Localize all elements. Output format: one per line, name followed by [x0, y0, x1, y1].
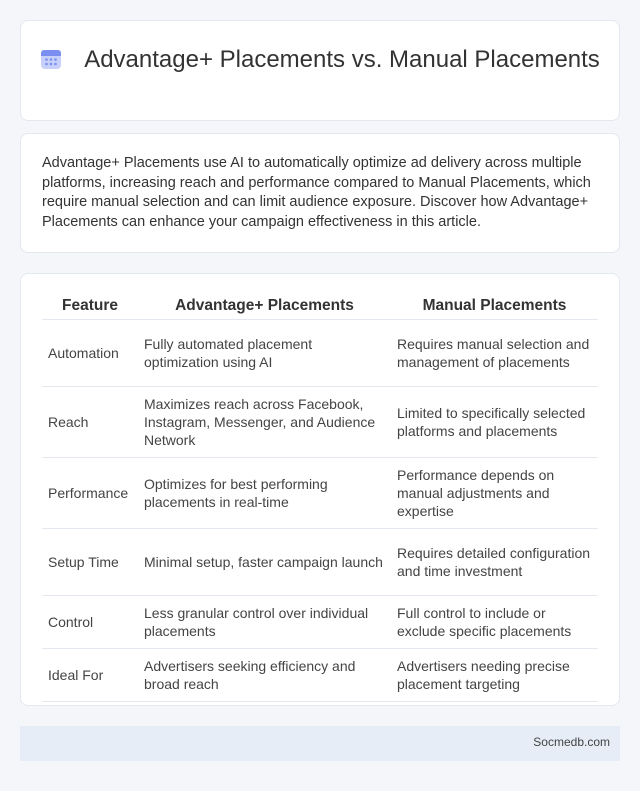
feature-cell: Automation: [42, 320, 138, 387]
manual-cell: Requires detailed configuration and time investment: [391, 529, 598, 596]
advantage-cell: Advertisers seeking efficiency and broad reach: [138, 649, 391, 702]
manual-cell: Advertisers needing precise placement targeting: [391, 649, 598, 702]
manual-cell: Limited to specifically selected platforms and placements: [391, 387, 598, 458]
header-advantage: Advantage+ Placements: [138, 291, 391, 320]
advantage-cell: Optimizes for best performing placements in real-time: [138, 458, 391, 529]
table-row: [42, 649, 598, 702]
table-header-row: [42, 291, 598, 320]
calendar-icon: [40, 48, 62, 70]
feature-cell: Reach: [42, 387, 138, 458]
advantage-cell: Less granular control over individual placements: [138, 596, 391, 649]
feature-cell: Control: [42, 596, 138, 649]
advantage-cell: Fully automated placement optimization using AI: [138, 320, 391, 387]
manual-cell: Performance depends on manual adjustments and expertise: [391, 458, 598, 529]
comparison-table: [42, 291, 598, 702]
manual-cell: Full control to include or exclude specific placements: [391, 596, 598, 649]
manual-cell: Requires manual selection and management of placements: [391, 320, 598, 387]
table-card: [20, 273, 620, 706]
table-row: [42, 320, 598, 387]
header-feature: Feature: [42, 291, 138, 320]
feature-cell: Performance: [42, 458, 138, 529]
advantage-cell: Minimal setup, faster campaign launch: [138, 529, 391, 596]
advantage-cell: Maximizes reach across Facebook, Instagram, Messenger, and Audience Network: [138, 387, 391, 458]
footer-bar: [20, 726, 620, 761]
page-title-wrap: [21, 45, 619, 75]
table-row: [42, 458, 598, 529]
page-title: Advantage+ Placements vs. Manual Placements: [84, 46, 600, 73]
intro-paragraph: Advantage+ Placements use AI to automatically optimize ad delivery across multiple platforms, increasing reach and performance compared to Manual Placements, which require manual selection and can limit audience exposure. Discover how Advantage+ Placements can enhance your campaign effectiveness in this article.: [42, 155, 591, 230]
footer-site-link[interactable]: Socmedb.com: [533, 735, 610, 749]
intro-card: [20, 133, 620, 253]
header-manual: Manual Placements: [391, 291, 598, 320]
feature-cell: Setup Time: [42, 529, 138, 596]
title-card: [20, 20, 620, 121]
table-row: [42, 387, 598, 458]
table-row: [42, 529, 598, 596]
feature-cell: Ideal For: [42, 649, 138, 702]
table-row: [42, 596, 598, 649]
